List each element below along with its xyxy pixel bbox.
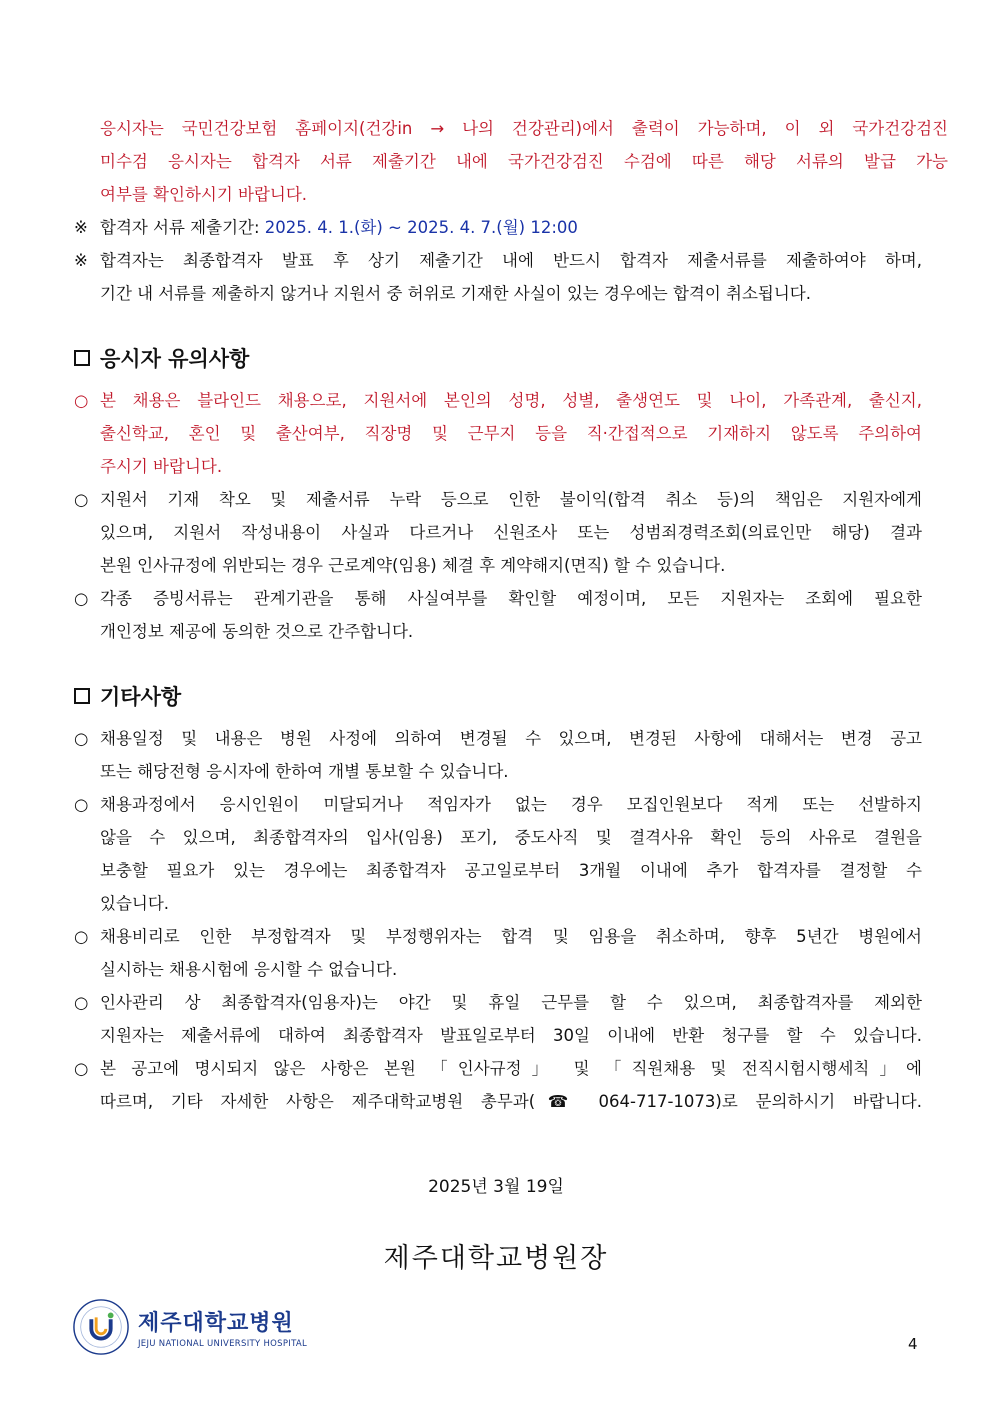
submission-period-value: 2025. 4. 1.(화) ~ 2025. 4. 7.(월) 12:00 bbox=[264, 218, 578, 237]
hospital-logo bbox=[72, 1298, 307, 1356]
signature-line: 제주대학교병원장 bbox=[383, 1243, 609, 1274]
text-line: 실시하는 채용시험에 응시할 수 없습니다. bbox=[100, 960, 398, 979]
submission-period-note bbox=[74, 211, 922, 244]
text-line: 개인정보 제공에 동의한 것으로 간주합니다. bbox=[100, 622, 414, 641]
text-line: 본 채용은 블라인드 채용으로, 지원서에 본인의 성명, 성별, 출생연도 및 나이, 가족관계, 출신지, bbox=[100, 391, 922, 410]
checkbox-square-icon bbox=[74, 350, 90, 366]
text-line: 지원자는 제출서류에 대하여 최종합격자 발표일로부터 30일 이내에 반환 청구를 할 수 있습니다. bbox=[100, 1026, 922, 1045]
circle-bullet-icon: ○ bbox=[74, 729, 89, 748]
circle-bullet-icon: ○ bbox=[74, 795, 89, 814]
text-line: 기간 내 서류를 제출하지 않거나 지원서 중 허위로 기재한 사실이 있는 경우에는 합격이 취소됩니다. bbox=[100, 284, 811, 303]
text-line: 주시기 바랍니다. bbox=[100, 457, 223, 476]
section-title: 응시자 유의사항 bbox=[100, 347, 250, 371]
text-line: 있습니다. bbox=[100, 894, 170, 913]
circle-bullet-icon: ○ bbox=[74, 589, 89, 608]
page-number: 4 bbox=[908, 1335, 918, 1353]
text-line: 본원 인사규정에 위반되는 경우 근로계약(임용) 체결 후 계약해지(면직) 할 수 있습니다. bbox=[100, 556, 726, 575]
text-line: 않을 수 있으며, 최종합격자의 입사(임용) 포기, 중도사직 및 결격사유 확인 등의 사유로 결원을 bbox=[100, 828, 922, 847]
intro-health-check-note bbox=[74, 112, 948, 211]
hospital-emblem-icon bbox=[72, 1298, 130, 1356]
list-item bbox=[74, 483, 922, 582]
submission-warning-note bbox=[74, 244, 922, 310]
submission-period-label: 합격자 서류 제출기간: bbox=[100, 218, 265, 237]
checkbox-square-icon bbox=[74, 688, 90, 704]
circle-bullet-icon: ○ bbox=[74, 993, 89, 1012]
list-item bbox=[74, 920, 922, 986]
text-line: 미수검 응시자는 합격자 서류 제출기간 내에 국가건강검진 수검에 따른 해당 서류의 발급 가능 bbox=[100, 152, 948, 171]
list-item bbox=[74, 1052, 922, 1118]
text-line: 있으며, 지원서 작성내용이 사실과 다르거나 신원조사 또는 성범죄경력조회(의료인만 해당) 결과 bbox=[100, 523, 922, 542]
section-heading-applicant-notes bbox=[74, 343, 249, 373]
text-line: 인사관리 상 최종합격자(임용자)는 야간 및 휴일 근무를 할 수 있으며, 최종합격자를 제외한 bbox=[100, 993, 922, 1012]
list-item bbox=[74, 582, 922, 648]
text-line: 여부를 확인하시기 바랍니다. bbox=[100, 185, 308, 204]
circle-bullet-icon: ○ bbox=[74, 1059, 89, 1078]
text-line: 따르며, 기타 자세한 사항은 제주대학교병원 총무과(☎ 064-717-1073)로 문의하시기 바랍니다. bbox=[100, 1092, 922, 1111]
text-line: 합격자는 최종합격자 발표 후 상기 제출기간 내에 반드시 합격자 제출서류를 제출하여야 하며, bbox=[100, 251, 922, 270]
section-heading-other-matters bbox=[74, 681, 181, 711]
text-line: 지원서 기재 착오 및 제출서류 누락 등으로 인한 불이익(합격 취소 등)의 책임은 지원자에게 bbox=[100, 490, 922, 509]
text-line: 응시자는 국민건강보험 홈페이지(건강in → 나의 건강관리)에서 출력이 가능하며, 이 외 국가건강검진 bbox=[100, 119, 948, 138]
circle-bullet-icon: ○ bbox=[74, 391, 89, 410]
text-line: 채용비리로 인한 부정합격자 및 부정행위자는 합격 및 임용을 취소하며, 향후 5년간 병원에서 bbox=[100, 927, 922, 946]
circle-bullet-icon: ○ bbox=[74, 927, 89, 946]
list-item bbox=[74, 384, 922, 483]
text-line: 채용과정에서 응시인원이 미달되거나 적임자가 없는 경우 모집인원보다 적게 또는 선발하지 bbox=[100, 795, 922, 814]
text-line: 출신학교, 혼인 및 출산여부, 직장명 및 근무지 등을 직·간접적으로 기재하지 않도록 주의하여 bbox=[100, 424, 922, 443]
list-item bbox=[74, 722, 922, 788]
reference-mark: ※ bbox=[74, 251, 88, 270]
logo-name-korean: 제주대학교병원 bbox=[138, 1310, 294, 1336]
text-line: 채용일정 및 내용은 병원 사정에 의하여 변경될 수 있으며, 변경된 사항에 대해서는 변경 공고 bbox=[100, 729, 922, 748]
announcement-date: 2025년 3월 19일 bbox=[428, 1177, 564, 1197]
text-line: 본 공고에 명시되지 않은 사항은 본원 「인사규정」 및 「직원채용 및 전직시험시행세칙」에 bbox=[100, 1059, 922, 1078]
list-item bbox=[74, 986, 922, 1052]
list-item bbox=[74, 788, 922, 920]
text-line: 또는 해당전형 응시자에 한하여 개별 통보할 수 있습니다. bbox=[100, 762, 509, 781]
reference-mark: ※ bbox=[74, 218, 88, 237]
text-line: 보충할 필요가 있는 경우에는 최종합격자 공고일로부터 3개월 이내에 추가 합격자를 결정할 수 bbox=[100, 861, 922, 880]
section-title: 기타사항 bbox=[100, 685, 182, 709]
text-line: 각종 증빙서류는 관계기관을 통해 사실여부를 확인할 예정이며, 모든 지원자는 조회에 필요한 bbox=[100, 589, 922, 608]
circle-bullet-icon: ○ bbox=[74, 490, 89, 509]
logo-name-english: JEJU NATIONAL UNIVERSITY HOSPITAL bbox=[138, 1338, 308, 1349]
